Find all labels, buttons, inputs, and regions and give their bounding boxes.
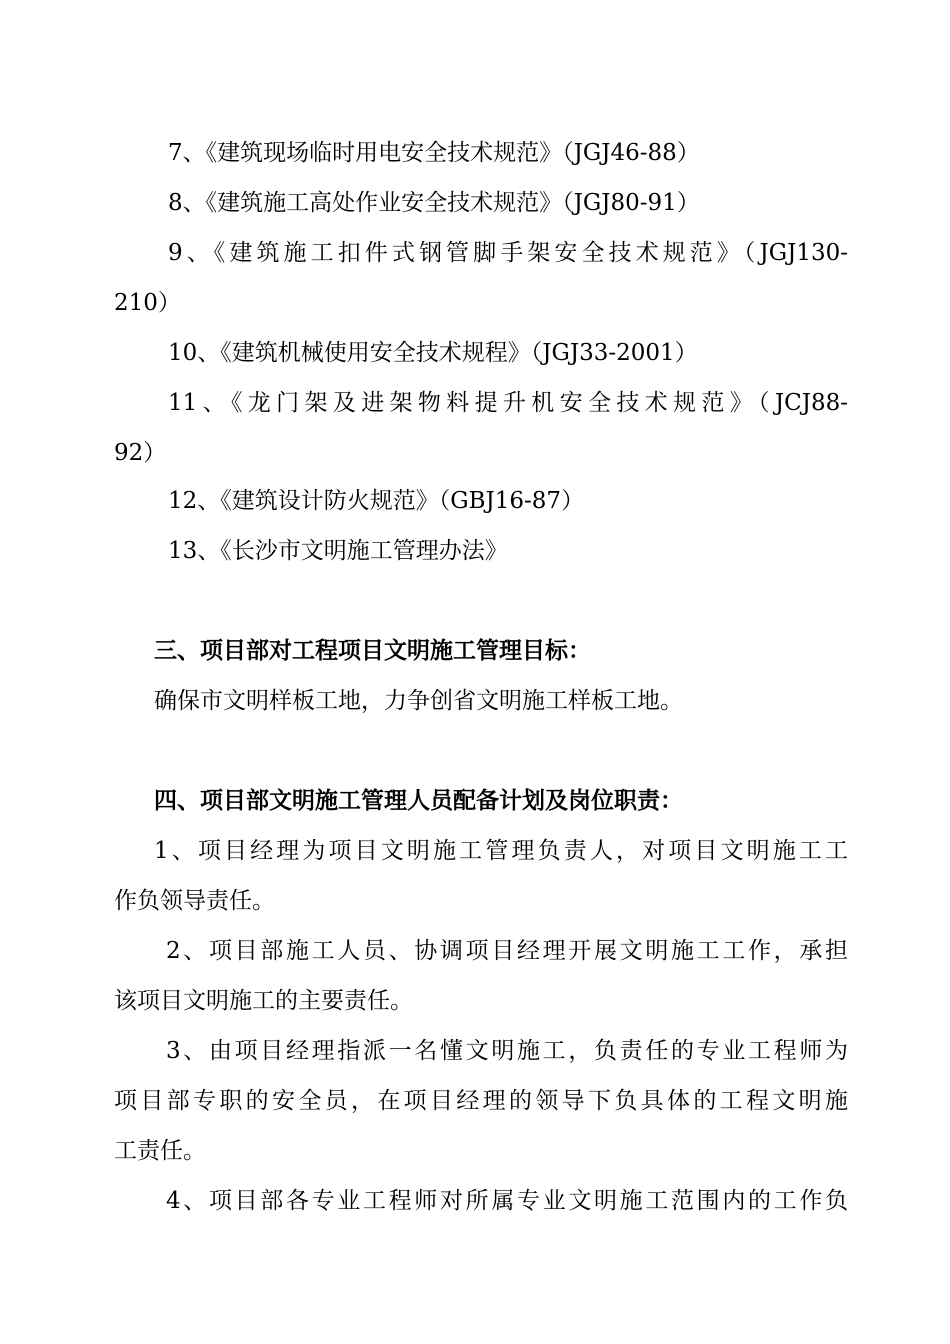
- reference-item-11: 11、《龙门架及进架物料提升机安全技术规范》（JCJ88-: [168, 390, 848, 416]
- section-3-body: 确保市文明样板工地，力争创省文明施工样板工地。: [154, 688, 683, 714]
- duty-item-3: 3、由项目经理指派一名懂文明施工，负责任的专业工程师为: [166, 1038, 848, 1064]
- duty-item-1-cont: 作负领导责任。: [114, 888, 275, 914]
- section-4-heading: 四、项目部文明施工管理人员配备计划及岗位职责：: [154, 787, 683, 814]
- duty-item-3-cont-2: 工责任。: [114, 1138, 206, 1164]
- duty-item-4: 4、项目部各专业工程师对所属专业文明施工范围内的工作负: [166, 1188, 848, 1214]
- duty-item-2-cont: 该项目文明施工的主要责任。: [114, 988, 413, 1014]
- reference-item-12: 12、《建筑设计防火规范》（GBJ16-87）: [168, 488, 585, 514]
- duty-item-2: 2、项目部施工人员、协调项目经理开展文明施工工作，承担: [166, 938, 848, 964]
- reference-item-11-cont: 92）: [114, 440, 167, 466]
- duty-item-3-cont: 项目部专职的安全员，在项目经理的领导下负具体的工程文明施: [114, 1088, 848, 1114]
- reference-item-10: 10、《建筑机械使用安全技术规程》（JGJ33-2001）: [168, 340, 698, 366]
- reference-item-9: 9、《建筑施工扣件式钢管脚手架安全技术规范》（JGJ130-: [168, 240, 848, 266]
- duty-item-1: 1、项目经理为项目文明施工管理负责人，对项目文明施工工: [154, 838, 848, 864]
- reference-item-7: 7、《建筑现场临时用电安全技术规范》（JGJ46-88）: [168, 140, 700, 166]
- reference-item-8: 8、《建筑施工高处作业安全技术规范》（JGJ80-91）: [168, 190, 700, 216]
- reference-item-13: 13、《长沙市文明施工管理办法》: [168, 538, 508, 564]
- section-3-heading: 三、项目部对工程项目文明施工管理目标：: [154, 637, 591, 664]
- reference-item-9-cont: 210）: [114, 290, 181, 316]
